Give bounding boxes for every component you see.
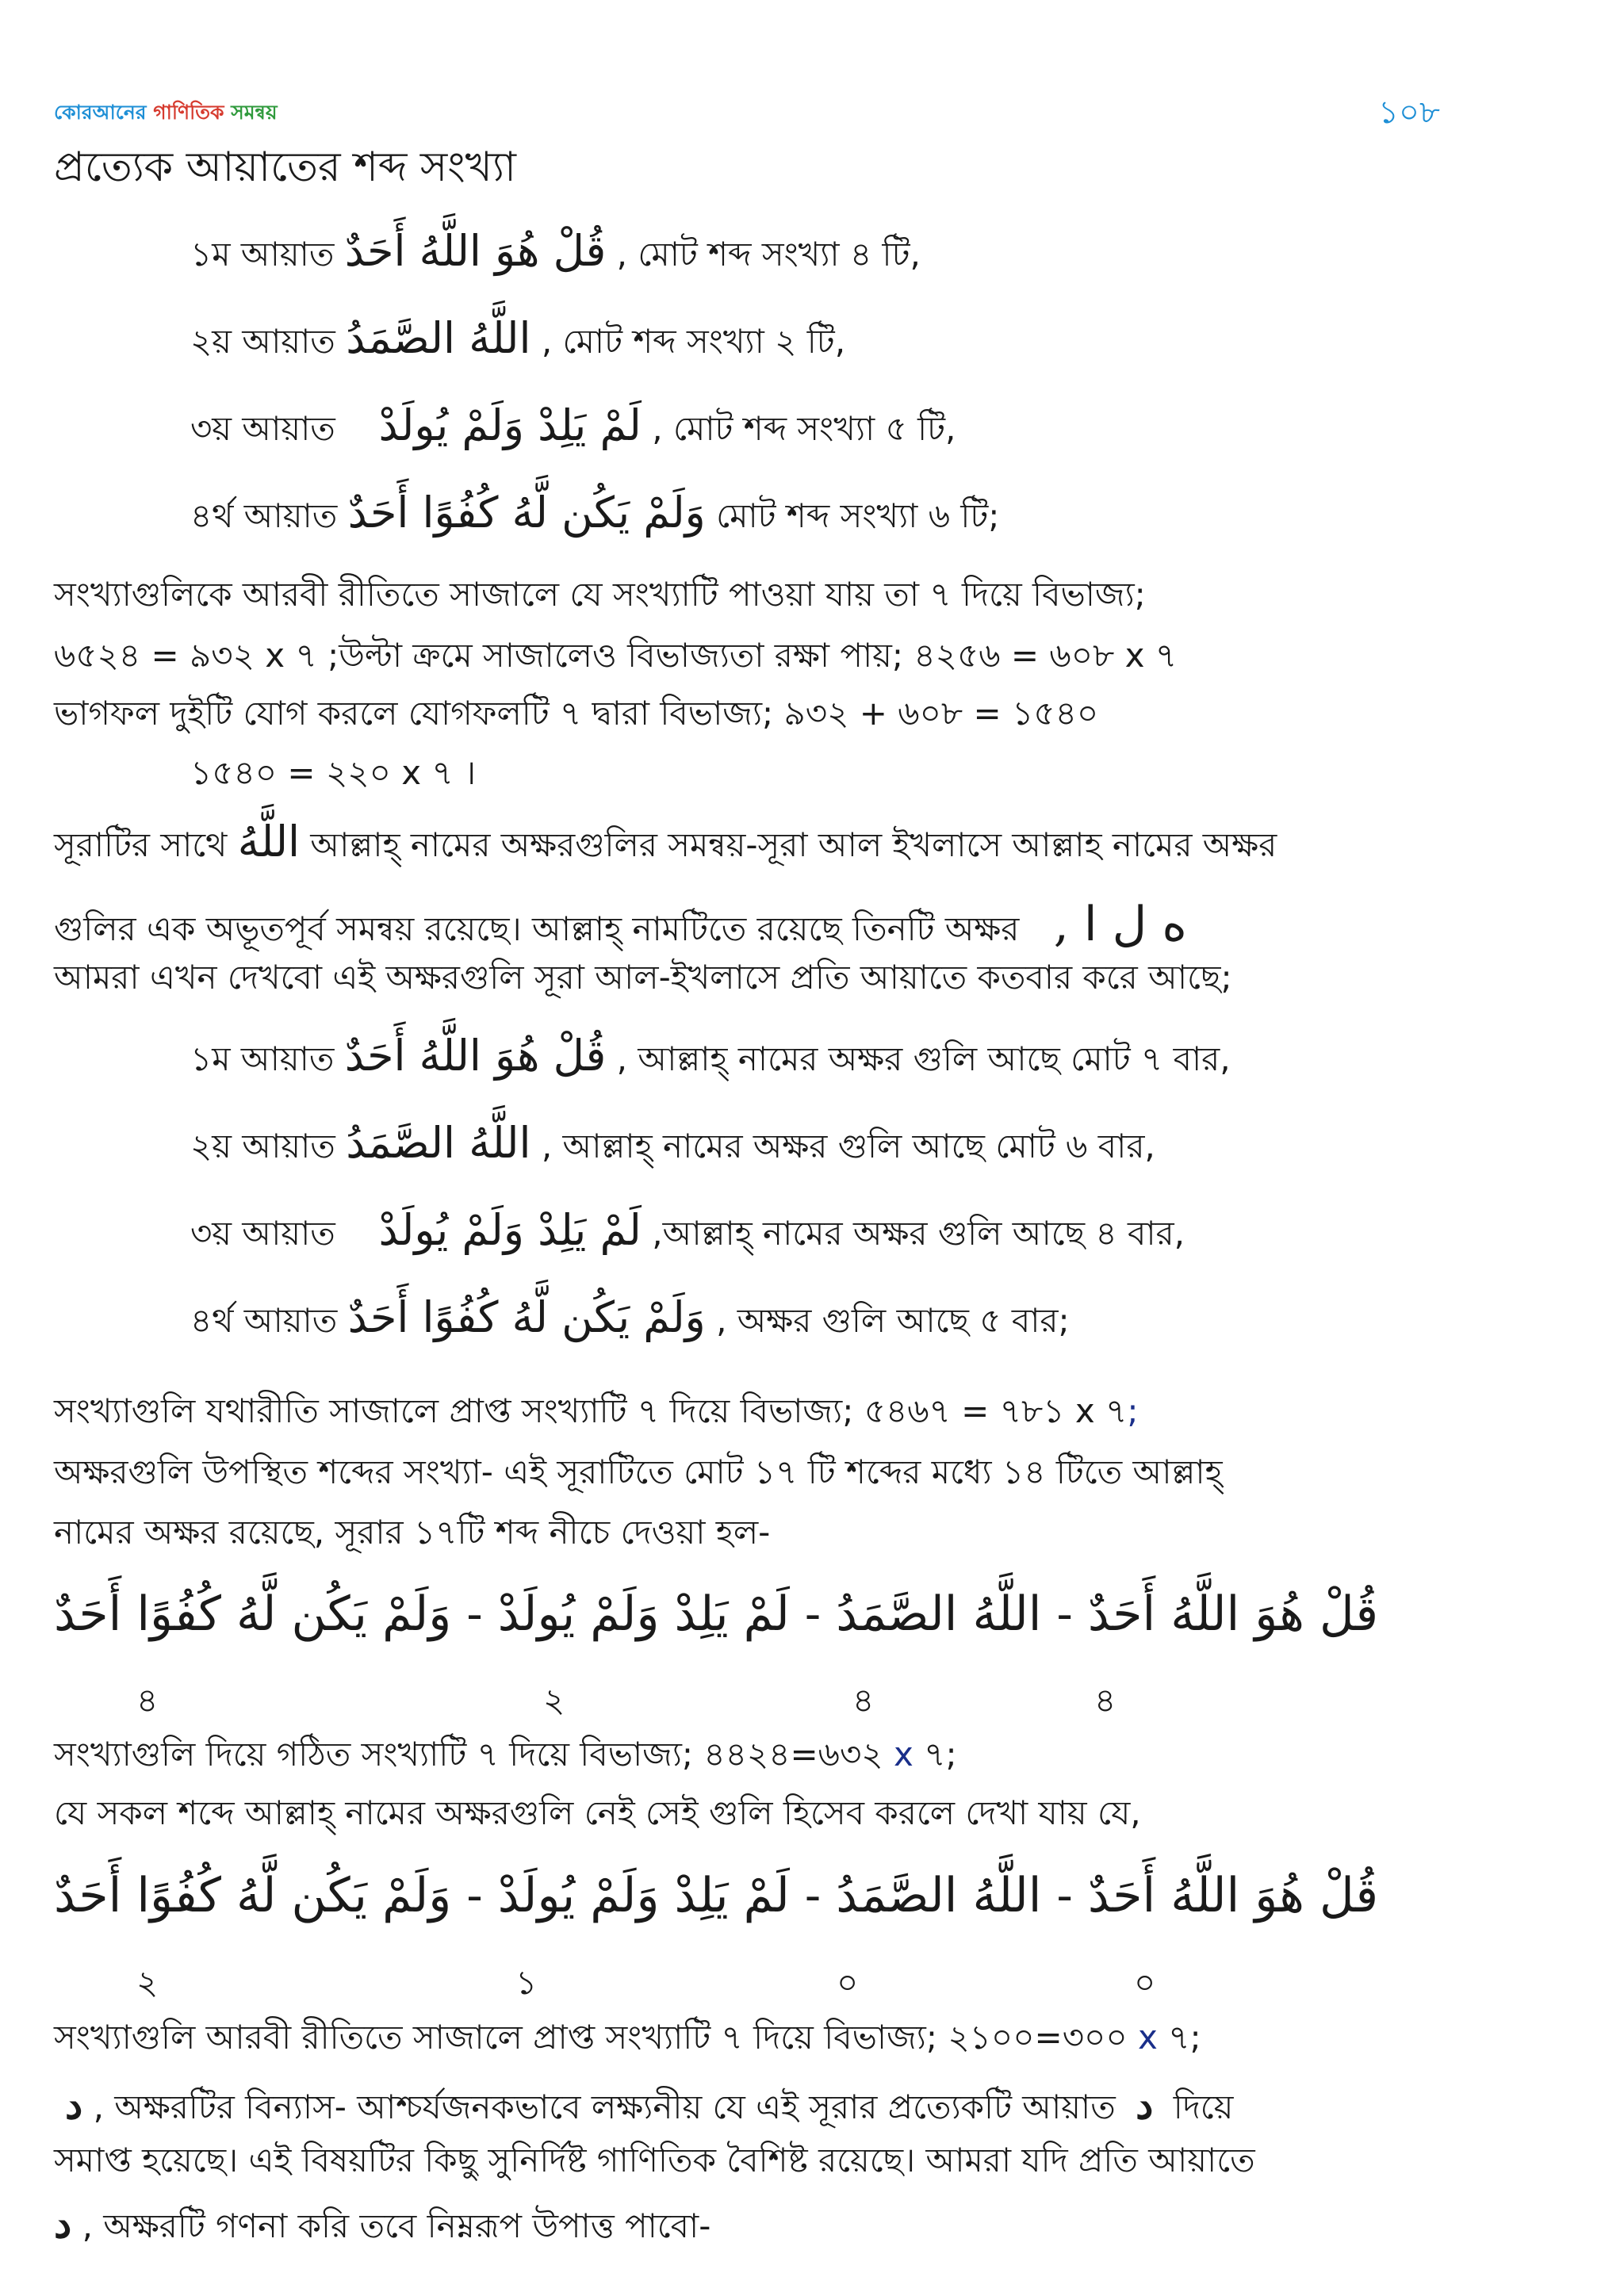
arabic-verse: لَمْ يَلِدْ وَلَمْ يُولَدْ (378, 400, 642, 450)
header-word-3: সমন্বয় (231, 101, 278, 124)
arabic-allah: اللَّهُ (237, 817, 301, 867)
paragraph: অক্ষরগুলি উপস্থিত শব্দের সংখ্যা- এই সূরাটিতে মোট ১৭ টি শব্দের মধ্যে ১৪ টিতে আল্লাহ্ (54, 1452, 1223, 1491)
text-run: গুলির এক অভূতপূর্ব সমন্বয় রয়েছে। আল্লাহ্ নামটিতে রয়েছে তিনটি অক্ষর (54, 909, 1020, 948)
paragraph: আমরা এখন দেখবো এই অক্ষরগুলি সূরা আল-ইখলাসে প্রতি আয়াতে কতবার করে আছে; (54, 958, 1232, 997)
verse-letter-count-2 (190, 1118, 1155, 1169)
arabic-verse: قُلْ هُوَ اللَّهُ أَحَدٌ (344, 1031, 607, 1081)
verse-label: ৩য় আয়াত (190, 1214, 335, 1253)
equation-line: ৬৫২৪ = ৯৩২ x ৭ ;উল্টা ক্রমে সাজালেও বিভাজ্যতা রক্ষা পায়; ৪২৫৬ = ৬০৮ x ৭ (54, 636, 1178, 675)
verse-word-count-2 (190, 313, 845, 365)
paragraph (54, 896, 1187, 953)
verse-note: , আল্লাহ্ নামের অক্ষর গুলি আছে মোট ৭ বার, (616, 1039, 1231, 1078)
count-value: ২ (136, 1963, 159, 2002)
arabic-letters: ه ل ا , (1053, 897, 1187, 952)
count-value: ৪ (136, 1681, 159, 1720)
text-run: আল্লাহ্ নামের অক্ষরগুলির সমন্বয়-সূরা আল ইখলাসে আল্লাহ নামের অক্ষর (310, 825, 1277, 864)
equation-line (54, 2018, 1201, 2057)
count-value: ০ (1134, 1963, 1156, 2002)
text-run: , অক্ষরটির বিন্যাস- আশ্চর্যজনকভাবে লক্ষ্যনীয় যে এই সূরার প্রত্যেকটি আয়াত (93, 2087, 1116, 2126)
verse-label: ৪র্থ আয়াত (190, 1301, 338, 1340)
verse-label: ৩য় আয়াত (190, 409, 335, 448)
text-run: সংখ্যাগুলি যথারীতি সাজালে প্রাপ্ত সংখ্যাটি ৭ দিয়ে বিভাজ্য; ৫৪৬৭ = ৭৮১ x ৭ (54, 1391, 1128, 1430)
verse-label: ৪র্থ আয়াত (190, 496, 338, 535)
text-run: সূরাটির সাথে (54, 825, 228, 864)
verse-word-count-3 (190, 400, 956, 452)
arabic-verse: وَلَمْ يَكُن لَّهُ كُفُوًا أَحَدٌ (347, 1292, 706, 1342)
header-word-2: গাণিতিক (153, 101, 224, 124)
verse-label: ২য় আয়াত (190, 1127, 335, 1165)
text-run: দিয়ে (1173, 2087, 1234, 2126)
verse-label: ১ম আয়াত (190, 1039, 335, 1078)
verse-note: , অক্ষর গুলি আছে ৫ বার; (716, 1301, 1070, 1340)
arabic-surah: قُلْ هُوَ اللَّهُ أَحَدٌ - اللَّهُ الصَّمَدُ - لَمْ يَلِدْ وَلَمْ يُولَدْ - وَلَمْ يَكُن لَّهُ كُفُوًا أَحَدٌ (54, 1586, 1379, 1642)
equation-line: ১৫৪০ = ২২০ x ৭ । (190, 753, 477, 792)
arabic-verse: لَمْ يَلِدْ وَلَمْ يُولَدْ (378, 1205, 642, 1255)
verse-letter-count-3 (190, 1205, 1185, 1257)
count-row-1 (0, 1674, 1624, 1722)
arabic-surah: قُلْ هُوَ اللَّهُ أَحَدٌ - اللَّهُ الصَّمَدُ - لَمْ يَلِدْ وَلَمْ يُولَدْ - وَلَمْ يَكُن لَّهُ كُفُوًا أَحَدٌ (54, 1868, 1379, 1923)
running-header (54, 97, 278, 131)
arabic-verse: وَلَمْ يَكُن لَّهُ كُفُوًا أَحَدٌ (347, 488, 706, 538)
count-value: ২ (543, 1681, 565, 1720)
verse-note: মোট শব্দ সংখ্যা ৬ টি; (716, 496, 1000, 535)
arabic-verse: قُلْ هُوَ اللَّهُ أَحَدٌ (344, 226, 607, 276)
paragraph (54, 817, 1277, 868)
arabic-dal: د (1136, 2081, 1154, 2128)
text-run: সংখ্যাগুলি দিয়ে গঠিত সংখ্যাটি ৭ দিয়ে বিভাজ্য; ৪৪২৪=৬৩২ (54, 1735, 883, 1774)
count-value: ০ (837, 1963, 859, 2002)
verse-note: ,আল্লাহ্ নামের অক্ষর গুলি আছে ৪ বার, (652, 1214, 1185, 1253)
verse-note: , মোট শব্দ সংখ্যা ২ টি, (541, 322, 846, 361)
text-run: x (1138, 2018, 1158, 2057)
count-row-2 (0, 1957, 1624, 2004)
count-value: ৪ (1094, 1681, 1116, 1720)
arabic-dal: د (54, 2200, 72, 2247)
paragraph: যে সকল শব্দে আল্লাহ্ নামের অক্ষরগুলি নেই সেই গুলি হিসেব করলে দেখা যায় যে, (54, 1793, 1141, 1832)
verse-word-count-1 (190, 226, 921, 277)
paragraph (54, 2200, 710, 2248)
paragraph (54, 2081, 1233, 2129)
paragraph: নামের অক্ষর রয়েছে, সূরার ১৭টি শব্দ নীচে দেওয়া হল- (54, 1513, 771, 1552)
verse-label: ১ম আয়াত (190, 235, 335, 274)
verse-letter-count-4 (190, 1292, 1070, 1344)
text-run: , অক্ষরটি গণনা করি তবে নিম্নরূপ উপাত্ত পাবো- (82, 2206, 711, 2245)
arabic-verse: اللَّهُ الصَّمَدُ (346, 313, 531, 363)
text-run: ; (1127, 1391, 1139, 1430)
equation-line (54, 1391, 1139, 1431)
paragraph: সমাপ্ত হয়েছে। এই বিষয়টির কিছু সুনির্দিষ্ট গাণিতিক বৈশিষ্ট রয়েছে। আমরা যদি প্রতি আয়াতে (54, 2141, 1255, 2179)
text-run: সংখ্যাগুলি আরবী রীতিতে সাজালে প্রাপ্ত সংখ্যাটি ৭ দিয়ে বিভাজ্য; ২১০০=৩০০ (54, 2018, 1128, 2057)
verse-word-count-4 (190, 488, 999, 539)
text-run: ৭; (924, 1735, 957, 1774)
paragraph: সংখ্যাগুলিকে আরবী রীতিতে সাজালে যে সংখ্যাটি পাওয়া যায় তা ৭ দিয়ে বিভাজ্য; (54, 575, 1146, 614)
equation-line (54, 1735, 957, 1774)
surah-words-line-2 (54, 1867, 1379, 1924)
paragraph: ভাগফল দুইটি যোগ করলে যোগফলটি ৭ দ্বারা বিভাজ্য; ৯৩২ + ৬০৮ = ১৫৪০ (54, 694, 1099, 733)
arabic-dal: د (65, 2081, 83, 2128)
verse-letter-count-1 (190, 1031, 1231, 1082)
verse-note: , মোট শব্দ সংখ্যা ৪ টি, (616, 235, 921, 274)
arabic-verse: اللَّهُ الصَّمَدُ (346, 1118, 531, 1168)
page-number: ১০৮ (1378, 94, 1440, 131)
count-value: ৪ (852, 1681, 875, 1720)
verse-note: , আল্লাহ্ নামের অক্ষর গুলি আছে মোট ৬ বার, (541, 1127, 1155, 1165)
section-title: প্রত্যেক আয়াতের শব্দ সংখ্যা (54, 144, 516, 191)
surah-words-line-1 (54, 1586, 1379, 1643)
text-run: ৭; (1168, 2018, 1201, 2057)
text-run: x (893, 1735, 914, 1774)
header-word-1: কোরআনের (54, 101, 147, 124)
verse-label: ২য় আয়াত (190, 322, 335, 361)
count-value: ১ (515, 1963, 538, 2002)
verse-note: , মোট শব্দ সংখ্যা ৫ টি, (652, 409, 956, 448)
